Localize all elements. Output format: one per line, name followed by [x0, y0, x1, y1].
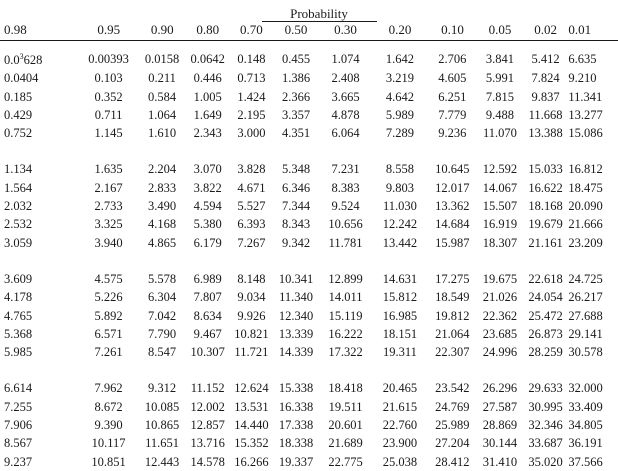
- table-cell: 33.687: [528, 436, 563, 451]
- table-cell: 11.340: [279, 290, 314, 305]
- table-cell: 1.424: [237, 89, 266, 104]
- table-cell: 4.878: [331, 107, 360, 122]
- column-header: 0.30: [334, 22, 357, 37]
- table-cell: 9.342: [281, 235, 311, 250]
- table-cell: 4.605: [438, 71, 467, 86]
- column-header-row: [0, 21, 618, 39]
- table-cell: 18.418: [328, 381, 363, 396]
- table-cell: 8.547: [147, 345, 177, 360]
- table-row: [0, 270, 618, 288]
- cell-rest: 628: [23, 53, 43, 67]
- table-cell: 1.635: [94, 162, 123, 177]
- table-cell: 18.549: [435, 290, 470, 305]
- table-row: [0, 179, 618, 197]
- table-cell: 13.442: [382, 235, 418, 250]
- table-cell: 3.822: [193, 180, 222, 195]
- table-cell: 4.575: [94, 271, 123, 286]
- table-cell: 21.689: [328, 436, 363, 451]
- table-cell: 20.601: [328, 418, 363, 433]
- table-cell: 12.624: [234, 381, 269, 396]
- table-cell: 16.622: [528, 180, 563, 195]
- column-header: 0.90: [150, 22, 174, 37]
- table-cell: 6.635: [568, 51, 597, 66]
- table-row: [0, 288, 618, 306]
- table-cell: 9.034: [237, 290, 266, 305]
- table-cell: 1.005: [193, 89, 222, 104]
- table-cell: 18.168: [528, 199, 563, 214]
- table-cell: 24.725: [568, 271, 603, 286]
- table-cell: 0.713: [237, 71, 266, 86]
- table-cell: 35.020: [528, 454, 563, 469]
- table-cell: 5.985: [4, 345, 33, 360]
- table-cell: 9.467: [193, 326, 222, 341]
- table-cell: 7.289: [385, 126, 414, 141]
- table-row: [0, 160, 618, 178]
- table-cell: 7.906: [4, 418, 33, 433]
- table-cell: 19.812: [435, 308, 470, 323]
- table-cell: 15.812: [382, 290, 418, 305]
- table-cell: 11.651: [145, 436, 179, 451]
- table-cell: 1.386: [281, 71, 311, 86]
- table-cell: 22.618: [528, 271, 563, 286]
- table-cell: 15.352: [234, 436, 269, 451]
- table-cell: 26.873: [528, 326, 563, 341]
- table-cell: 22.307: [435, 345, 470, 360]
- column-header: 0.02: [534, 22, 557, 37]
- table-cell: 8.672: [94, 399, 123, 414]
- table-cell: 24.769: [435, 399, 470, 414]
- table-cell: 7.267: [237, 235, 266, 250]
- column-header: 0.80: [196, 22, 220, 37]
- table-cell: 6.346: [281, 180, 311, 195]
- table-row: [0, 325, 618, 343]
- table-cell: 7.790: [147, 326, 177, 341]
- table-cell: 7.231: [331, 162, 360, 177]
- table-cell: 32.000: [568, 381, 603, 396]
- table-cell: 18.307: [482, 235, 518, 250]
- table-cell: 10.307: [190, 345, 225, 360]
- table-cell: 8.383: [331, 180, 360, 195]
- table-cell: 18.151: [382, 326, 418, 341]
- table-cell: 25.472: [528, 308, 563, 323]
- table-cell: 15.507: [482, 199, 518, 214]
- group-spacer: [0, 252, 618, 270]
- table-cell: [0, 48, 79, 69]
- table-row: [0, 88, 618, 106]
- table-cell: 2.195: [237, 107, 266, 122]
- table-cell: 1.610: [147, 126, 177, 141]
- table-cell: 8.343: [281, 217, 311, 232]
- group-spacer: [0, 142, 618, 160]
- table-cell: 11.781: [328, 235, 363, 250]
- table-cell: 3.070: [193, 162, 222, 177]
- table-cell: 18.475: [568, 180, 603, 195]
- table-cell: 3.841: [485, 51, 514, 66]
- table-cell: 14.011: [328, 290, 363, 305]
- table-row: [0, 106, 618, 124]
- table-cell: 5.991: [485, 71, 514, 86]
- table-cell: 3.357: [281, 107, 311, 122]
- table-cell: 12.017: [435, 180, 470, 195]
- table-cell: 21.161: [528, 235, 563, 250]
- table-cell: 0.352: [94, 89, 123, 104]
- table-cell: 12.242: [382, 217, 418, 232]
- table-cell: 8.558: [385, 162, 414, 177]
- table-cell: 18.338: [278, 436, 314, 451]
- table-cell: 5.348: [281, 162, 311, 177]
- table-cell: 12.002: [190, 399, 225, 414]
- table-cell: 5.989: [385, 107, 414, 122]
- table-cell: 6.179: [193, 235, 222, 250]
- table-cell: 15.033: [528, 162, 563, 177]
- table-cell: 10.851: [91, 454, 126, 469]
- table-cell: 25.038: [382, 454, 418, 469]
- table-cell: 15.987: [435, 235, 470, 250]
- table-cell: 4.351: [281, 126, 311, 141]
- table-cell: 1.649: [193, 107, 222, 122]
- table-cell: 4.865: [147, 235, 177, 250]
- table-row: [0, 434, 618, 452]
- table-cell: 21.064: [435, 326, 470, 341]
- table-cell: 2.167: [94, 180, 123, 195]
- table-cell: 33.409: [568, 399, 603, 414]
- table-cell: 2.343: [193, 126, 222, 141]
- table-cell: 11.721: [234, 345, 269, 360]
- table-cell: 3.940: [94, 235, 123, 250]
- table-cell: 16.919: [482, 217, 518, 232]
- table-cell: 9.926: [237, 308, 266, 323]
- table-cell: 10.645: [435, 162, 470, 177]
- table-cell: 7.824: [531, 71, 560, 86]
- table-cell: 9.837: [531, 89, 560, 104]
- table-cell: 13.531: [234, 399, 269, 414]
- table-cell: 7.815: [485, 89, 514, 104]
- table-cell: 8.634: [193, 308, 222, 323]
- table-cell: 13.716: [190, 436, 225, 451]
- table-cell: 21.666: [568, 217, 603, 232]
- table-cell: 12.592: [482, 162, 518, 177]
- column-header: 0.05: [488, 22, 512, 37]
- header-table: [0, 21, 618, 39]
- table-cell: 14.067: [482, 180, 518, 195]
- table-row: [0, 379, 618, 397]
- table-cell: 0.00393: [88, 51, 129, 66]
- table-cell: 22.775: [328, 454, 363, 469]
- table-cell: 4.178: [4, 290, 33, 305]
- table-cell: 0.429: [4, 107, 33, 122]
- table-cell: 27.688: [568, 308, 603, 323]
- table-cell: 31.410: [482, 454, 518, 469]
- table-cell: 7.962: [94, 381, 123, 396]
- table-row: [0, 48, 618, 69]
- table-cell: 36.191: [568, 436, 603, 451]
- table-cell: 16.338: [278, 399, 314, 414]
- table-cell: 10.865: [144, 418, 180, 433]
- table-row: [0, 197, 618, 215]
- table-cell: 0.752: [4, 126, 33, 141]
- table-cell: 9.488: [485, 107, 514, 122]
- table-cell: 9.237: [4, 454, 33, 469]
- table-cell: 19.511: [328, 399, 363, 414]
- table-cell: 23.542: [435, 381, 470, 396]
- table-cell: 3.609: [4, 271, 33, 286]
- table-cell: 29.141: [568, 326, 603, 341]
- table-cell: 0.0642: [190, 51, 225, 66]
- table-cell: 6.064: [331, 126, 360, 141]
- group-spacer: [0, 361, 618, 379]
- table-cell: 3.828: [237, 162, 266, 177]
- table-cell: 4.168: [147, 217, 177, 232]
- table-cell: 7.261: [94, 345, 123, 360]
- table-cell: 23.900: [382, 436, 418, 451]
- table-cell: 11.152: [190, 381, 225, 396]
- table-row: [0, 124, 618, 142]
- table-cell: 9.210: [568, 71, 597, 86]
- table-cell: 3.059: [4, 235, 33, 250]
- table-cell: 19.675: [482, 271, 518, 286]
- table-cell: 2.532: [4, 217, 33, 232]
- table-cell: 26.296: [482, 381, 518, 396]
- table-cell: 1.134: [4, 162, 33, 177]
- table-cell: 1.074: [331, 51, 360, 66]
- table-cell: 10.341: [278, 271, 314, 286]
- table-cell: 24.996: [482, 345, 518, 360]
- table-cell: 2.032: [4, 199, 33, 214]
- table-cell: 0.455: [281, 51, 311, 66]
- table-cell: 19.337: [278, 454, 314, 469]
- table-row: [0, 398, 618, 416]
- table-cell: 2.706: [438, 51, 467, 66]
- table-cell: 2.366: [281, 89, 311, 104]
- table-cell: 7.255: [4, 399, 33, 414]
- table-row: [0, 307, 618, 325]
- table-cell: 5.412: [531, 51, 560, 66]
- table-cell: 10.821: [234, 326, 269, 341]
- table-cell: 23.685: [482, 326, 518, 341]
- table-cell: 10.117: [91, 436, 126, 451]
- table-cell: 13.388: [528, 126, 563, 141]
- table-cell: 30.578: [568, 345, 603, 360]
- table-cell: 12.899: [328, 271, 363, 286]
- table-cell: 7.807: [193, 290, 222, 305]
- table-cell: 0.103: [94, 71, 123, 86]
- table-cell: 14.339: [278, 345, 314, 360]
- table-cell: 30.995: [528, 399, 563, 414]
- table-cell: 37.566: [568, 454, 603, 469]
- table-cell: 0.0404: [4, 71, 39, 86]
- table-cell: 27.204: [435, 436, 470, 451]
- table-cell: 6.571: [94, 326, 123, 341]
- table-cell: 8.148: [237, 271, 266, 286]
- table-cell: 5.527: [237, 199, 266, 214]
- table-cell: 15.119: [328, 308, 363, 323]
- column-header: 0.95: [97, 22, 121, 37]
- table-cell: 26.217: [568, 290, 603, 305]
- table-cell: 9.524: [331, 199, 360, 214]
- table-cell: 20.090: [568, 199, 603, 214]
- table-cell: 2.733: [94, 199, 123, 214]
- table-cell: 0.0158: [144, 51, 180, 66]
- table-cell: 12.857: [190, 418, 225, 433]
- table-cell: 5.380: [193, 217, 222, 232]
- table-cell: 29.633: [528, 381, 563, 396]
- table-cell: 3.490: [147, 199, 177, 214]
- table-cell: 21.026: [482, 290, 518, 305]
- table-cell: 17.275: [435, 271, 470, 286]
- table-row: [0, 215, 618, 233]
- table-cell: 1.064: [147, 107, 177, 122]
- table-cell: 16.222: [328, 326, 363, 341]
- table-cell: 4.765: [4, 308, 33, 323]
- table-cell: 17.322: [328, 345, 363, 360]
- table-cell: 28.869: [482, 418, 518, 433]
- table-cell: 7.779: [438, 107, 467, 122]
- cell-base: 0.0: [4, 53, 20, 67]
- table-cell: 0.185: [4, 89, 33, 104]
- table-row: [0, 69, 618, 87]
- table-row: [0, 343, 618, 361]
- table-cell: 12.443: [144, 454, 180, 469]
- table-cell: 11.341: [568, 89, 603, 104]
- table-cell: 14.440: [234, 418, 269, 433]
- table-cell: 9.390: [94, 418, 123, 433]
- table-cell: 6.989: [193, 271, 222, 286]
- table-cell: 14.631: [382, 271, 418, 286]
- table-cell: 5.368: [4, 326, 33, 341]
- table-cell: 1.145: [94, 126, 123, 141]
- column-header: 0.20: [388, 22, 412, 37]
- table-cell: 27.587: [482, 399, 518, 414]
- table-cell: 5.578: [147, 271, 177, 286]
- table-cell: 28.259: [528, 345, 563, 360]
- table-cell: 4.642: [385, 89, 414, 104]
- table-cell: 16.985: [382, 308, 418, 323]
- column-header: 0.01: [568, 22, 592, 37]
- table-cell: 0.446: [193, 71, 222, 86]
- table-cell: 11.070: [482, 126, 517, 141]
- table-cell: 32.346: [528, 418, 563, 433]
- table-cell: 10.656: [328, 217, 363, 232]
- table-cell: 11.030: [382, 199, 417, 214]
- table-cell: 2.408: [331, 71, 360, 86]
- table-cell: 9.236: [438, 126, 467, 141]
- column-header: 0.98: [4, 22, 27, 37]
- table-cell: 19.311: [382, 345, 417, 360]
- table-cell: 6.393: [237, 217, 266, 232]
- table-cell: 14.684: [435, 217, 470, 232]
- table-cell: 28.412: [435, 454, 470, 469]
- table-cell: 24.054: [528, 290, 563, 305]
- table-cell: 13.362: [435, 199, 470, 214]
- table-cell: 3.325: [94, 217, 123, 232]
- table-cell: 4.671: [237, 180, 266, 195]
- cell-exponent: 3: [19, 52, 24, 61]
- table-cell: 8.567: [4, 436, 33, 451]
- table-cell: 5.226: [94, 290, 123, 305]
- table-cell: 6.304: [147, 290, 177, 305]
- column-header: 0.70: [240, 22, 263, 37]
- table-cell: 12.340: [278, 308, 314, 323]
- table-cell: 16.812: [568, 162, 603, 177]
- table-cell: 0.148: [237, 51, 266, 66]
- table-cell: 1.642: [385, 51, 414, 66]
- table-cell: 34.805: [568, 418, 603, 433]
- table-cell: 22.760: [382, 418, 418, 433]
- table-cell: 23.209: [568, 235, 603, 250]
- table-cell: 30.144: [482, 436, 518, 451]
- table-row: [0, 234, 618, 252]
- table-cell: 3.219: [385, 71, 414, 86]
- table-cell: 6.614: [4, 381, 33, 396]
- table-cell: 20.465: [382, 381, 418, 396]
- column-header: 0.50: [284, 22, 308, 37]
- table-cell: 22.362: [482, 308, 518, 323]
- table-cell: 10.085: [144, 399, 180, 414]
- table-cell: 7.344: [281, 199, 311, 214]
- table-row: [0, 453, 618, 471]
- table-cell: 21.615: [382, 399, 418, 414]
- table-cell: 0.711: [94, 107, 123, 122]
- table-cell: 3.665: [331, 89, 360, 104]
- table-cell: 13.339: [278, 326, 314, 341]
- table-cell: 2.204: [147, 162, 177, 177]
- table-row: [0, 416, 618, 434]
- table-cell: 11.668: [528, 107, 563, 122]
- table-cell: 0.584: [147, 89, 177, 104]
- table-cell: 4.594: [193, 199, 222, 214]
- table-cell: 25.989: [435, 418, 470, 433]
- column-header: 0.10: [441, 22, 464, 37]
- header-rule: [0, 40, 618, 41]
- table-cell: 6.251: [438, 89, 467, 104]
- table-cell: 0.211: [148, 71, 176, 86]
- table-cell: 3.000: [237, 126, 266, 141]
- table-cell: 9.803: [385, 180, 414, 195]
- table-cell: 14.578: [190, 454, 225, 469]
- table-cell: 15.338: [278, 381, 314, 396]
- table-cell: 7.042: [147, 308, 177, 323]
- table-cell: 13.277: [568, 107, 603, 122]
- values-table: [0, 48, 618, 471]
- table-cell: 15.086: [568, 126, 603, 141]
- table-cell: 9.312: [147, 381, 177, 396]
- table-cell: 2.833: [147, 180, 177, 195]
- table-cell: 19.679: [528, 217, 563, 232]
- table-cell: 1.564: [4, 180, 33, 195]
- probability-heading: Probability: [290, 6, 348, 21]
- table-cell: 17.338: [278, 418, 314, 433]
- table-cell: 16.266: [234, 454, 269, 469]
- table-cell: 5.892: [94, 308, 123, 323]
